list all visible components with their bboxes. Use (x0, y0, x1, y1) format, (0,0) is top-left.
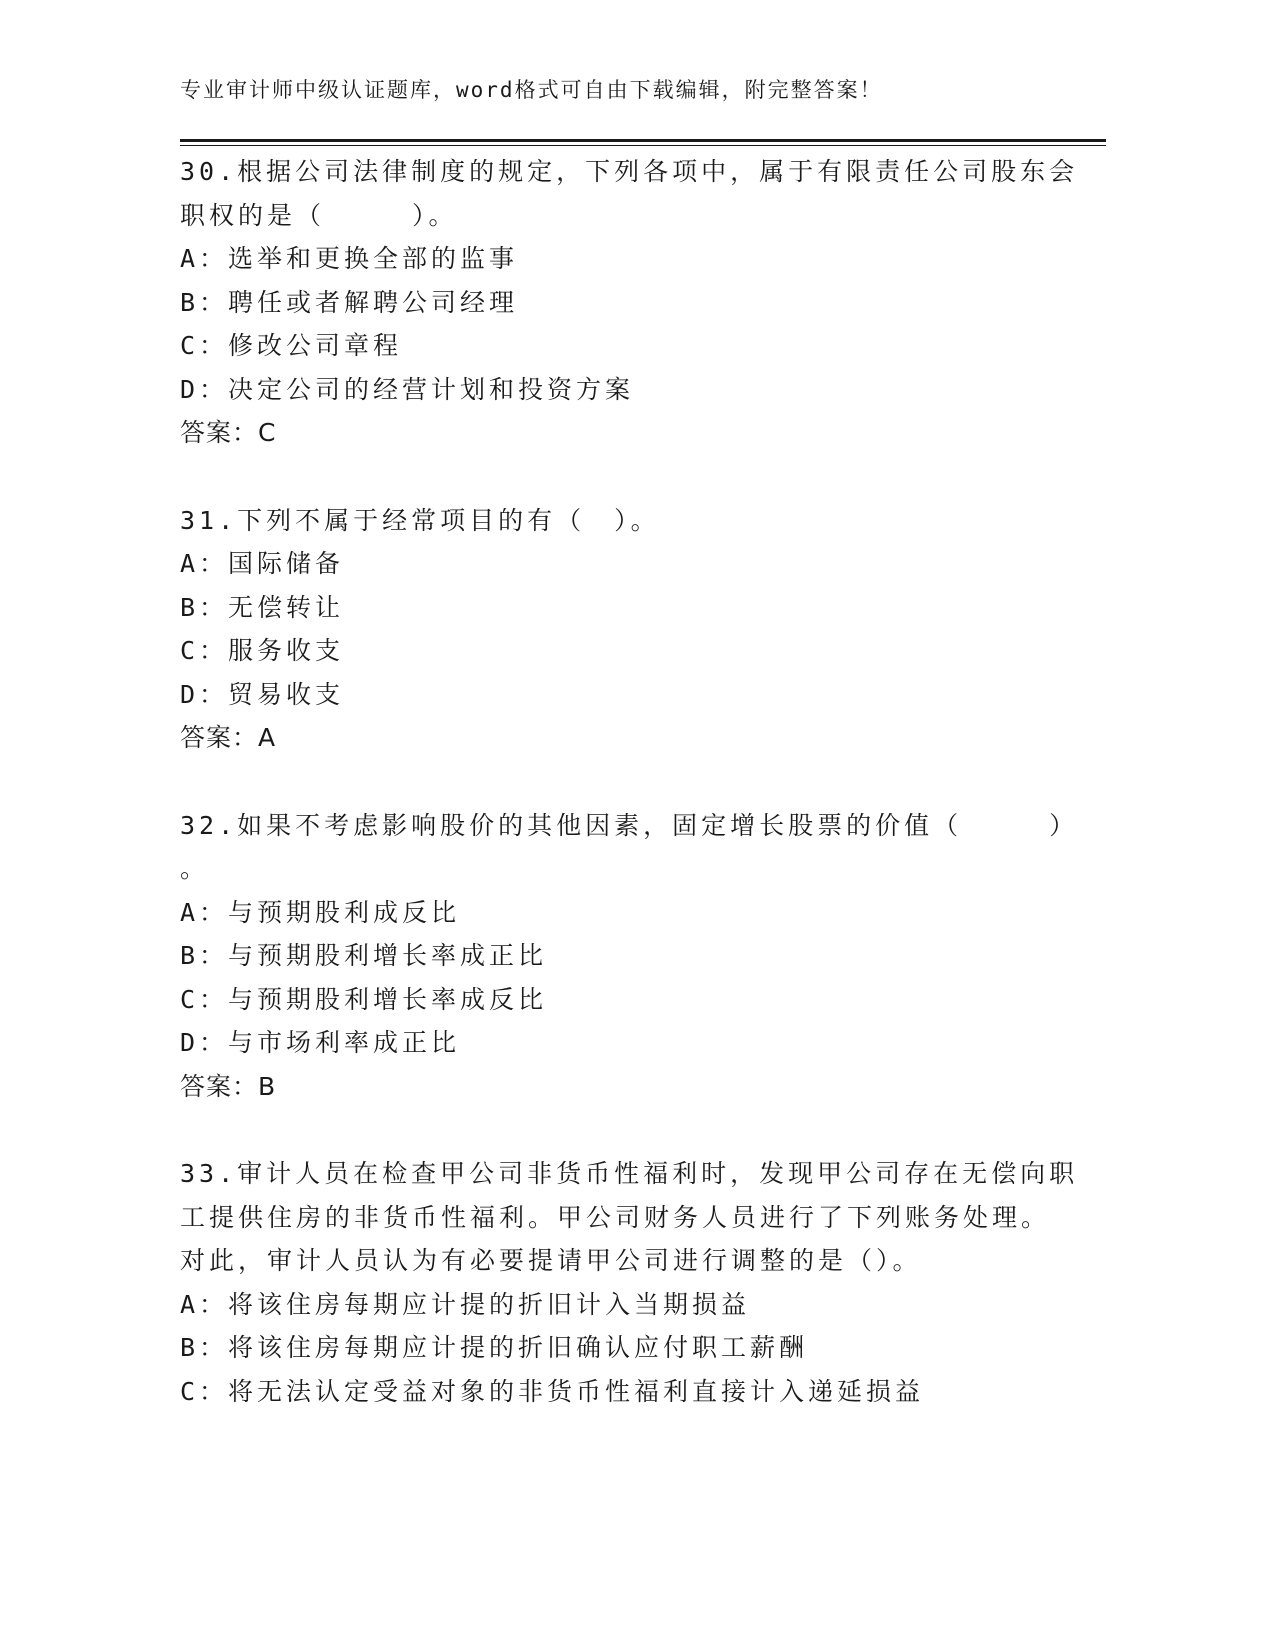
option-a: A：选举和更换全部的监事 (180, 244, 519, 273)
option-d: D：贸易收支 (180, 679, 345, 709)
option-c: C：修改公司章程 (180, 331, 403, 360)
header-divider-thin (180, 145, 1106, 146)
answer-line: 答案：B (180, 1071, 277, 1101)
page-header: 专业审计师中级认证题库，word格式可自由下载编辑，附完整答案！ (180, 78, 883, 102)
option-c: C：将无法认定受益对象的非货币性福利直接计入递延损益 (180, 1376, 925, 1406)
question-text-line: 33.审计人员在检查甲公司非货币性福利时，发现甲公司存在无偿向职 (180, 1159, 1079, 1188)
option-a: A：与预期股利成反比 (180, 897, 461, 927)
option-d: D：决定公司的经营计划和投资方案 (180, 374, 635, 404)
question-text-line: 。 (180, 854, 210, 883)
option-b: B：将该住房每期应计提的折旧确认应付职工薪酬 (180, 1333, 809, 1362)
option-b: B：无偿转让 (180, 592, 345, 622)
question-text-line: 对此，审计人员认为有必要提请甲公司进行调整的是（）。 (180, 1246, 922, 1275)
option-a: A：将该住房每期应计提的折旧计入当期损益 (180, 1289, 751, 1319)
answer-line: 答案：C (180, 418, 277, 447)
question-text-line: 30.根据公司法律制度的规定，下列各项中，属于有限责任公司股东会 (180, 157, 1079, 186)
question-text-line: 职权的是（ ）。 (180, 200, 458, 230)
question-32 (180, 804, 1079, 1109)
option-c: C：与预期股利增长率成反比 (180, 984, 548, 1014)
question-30 (180, 150, 1079, 455)
question-31 (180, 499, 1040, 760)
question-text-line: 32.如果不考虑影响股价的其他因素，固定增长股票的价值（ ） (180, 810, 1079, 840)
question-text-line: 31.下列不属于经常项目的有（ ）。 (180, 505, 660, 535)
answer-line: 答案：A (180, 723, 277, 752)
question-text-line: 工提供住房的非货币性福利。甲公司财务人员进行了下列账务处理。 (180, 1202, 1051, 1232)
header-divider-thick (180, 139, 1106, 142)
option-c: C：服务收支 (180, 636, 345, 665)
question-33 (180, 1152, 1079, 1413)
option-d: D：与市场利率成正比 (180, 1028, 461, 1057)
option-a: A：国际储备 (180, 549, 345, 578)
option-b: B：聘任或者解聘公司经理 (180, 287, 519, 317)
question-list (180, 150, 1079, 1457)
option-b: B：与预期股利增长率成正比 (180, 941, 548, 970)
